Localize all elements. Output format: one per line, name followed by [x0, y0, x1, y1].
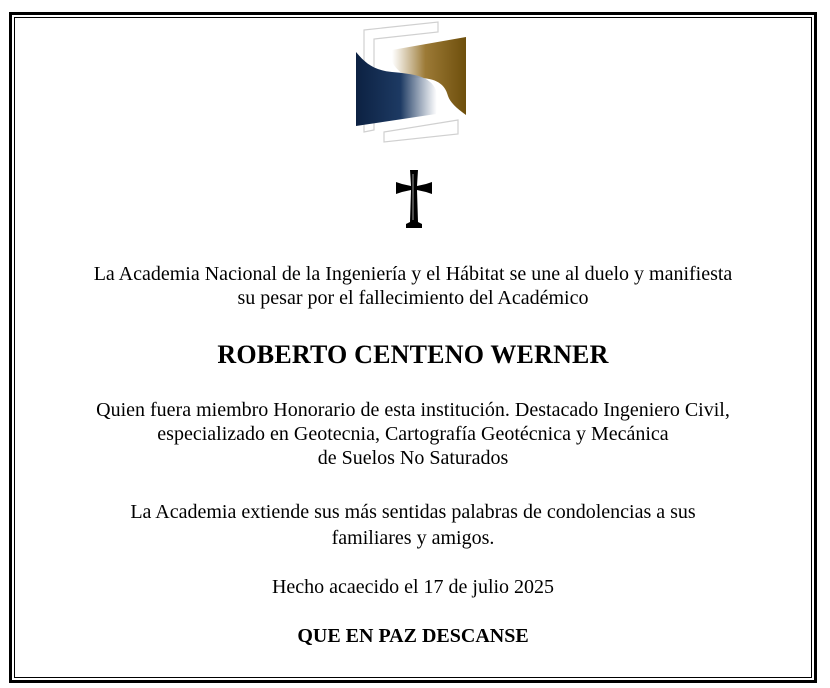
academy-logo-icon — [352, 20, 470, 144]
bio-line: Quien fuera miembro Honorario de esta institución. Destacado Ingeniero Civil, — [96, 399, 730, 421]
intro-line: su pesar por el fallecimiento del Académico — [237, 287, 589, 309]
condolence-line: familiares y amigos. — [331, 527, 495, 549]
cross-icon — [396, 170, 432, 228]
intro-paragraph — [14, 262, 812, 310]
condolence-paragraph — [14, 499, 812, 551]
bio-paragraph — [14, 398, 812, 470]
bio-line: de Suelos No Saturados — [317, 447, 509, 469]
bio-line: especializado en Geotecnia, Cartografía Geotécnica y Mecánica — [157, 423, 669, 445]
intro-line: La Academia Nacional de la Ingeniería y el Hábitat se une al duelo y manifiesta — [93, 263, 733, 285]
closing-line: QUE EN PAZ DESCANSE — [297, 625, 529, 647]
condolence-line: La Academia extiende sus más sentidas palabras de condolencias a sus — [130, 501, 696, 523]
date-line: Hecho acaecido el 17 de julio 2025 — [271, 576, 555, 598]
deceased-name: ROBERTO CENTENO WERNER — [217, 340, 609, 369]
